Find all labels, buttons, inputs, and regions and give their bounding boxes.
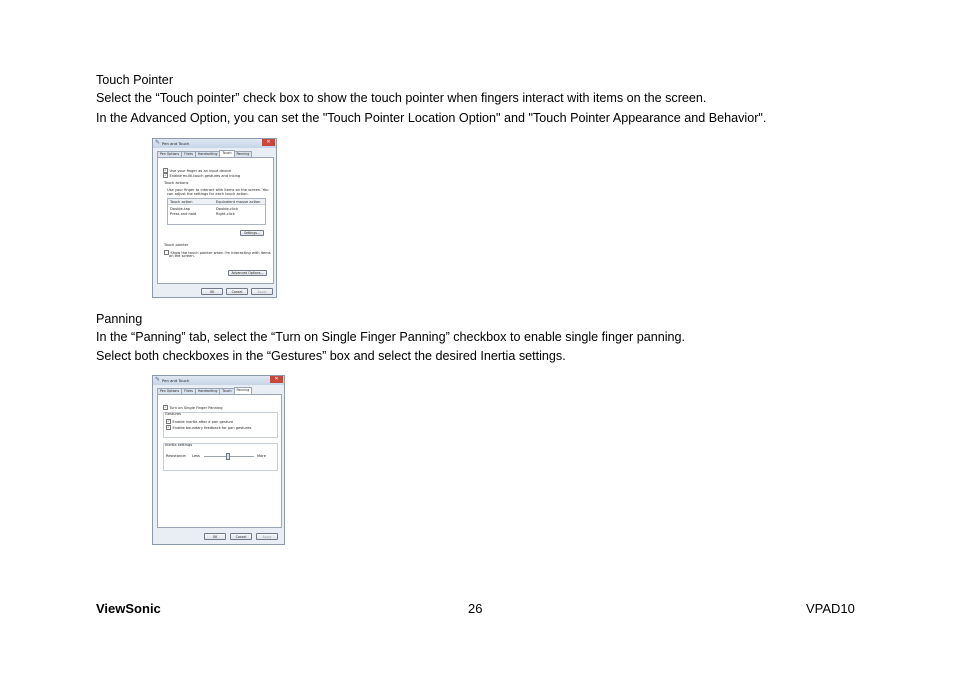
touch-actions-description-2: can adjust the settings for each touch action. xyxy=(167,192,249,196)
gestures-label: Gestures xyxy=(165,412,182,416)
panning-tab-dialog-screenshot xyxy=(152,375,285,545)
cancel-button: Cancel xyxy=(226,288,248,295)
apply-button: Apply xyxy=(256,533,278,540)
gesture-boundary-row: ✓ Enable boundary feedback for pan gestures xyxy=(167,425,252,430)
dialog-titlebar xyxy=(153,376,284,385)
touch-pointer-text-2: In the Advanced Option, you can set the "Touch Pointer Location Option" and "Touch Pointer Appearance and Behavior". xyxy=(96,111,767,125)
table-header-action: Touch action xyxy=(170,200,193,204)
pen-icon: ✎ xyxy=(155,376,161,383)
touch-tab-panel xyxy=(157,157,274,284)
checkbox-checked: ✓ xyxy=(164,168,167,172)
checkbox-checked: ✓ xyxy=(167,419,170,423)
section-heading-touch-pointer: Touch Pointer xyxy=(96,73,174,87)
footer-model: VPAD10 xyxy=(806,601,855,616)
tab-touch: Touch xyxy=(219,150,234,157)
touch-pointer-check-text-2: on the screen. xyxy=(169,254,195,258)
touch-pointer-group-label: Touch pointer xyxy=(164,243,189,247)
checkbox-checked: ✓ xyxy=(164,173,167,177)
resistance-label: Resistance: xyxy=(166,454,187,458)
touch-actions-table xyxy=(167,198,266,225)
panning-tab-panel xyxy=(157,394,282,528)
table-row-doubleclick: Double-click xyxy=(216,207,239,211)
multitouch-check-row: ✓ Enable multi-touch gestures and inking xyxy=(164,173,241,178)
panning-text-1: In the “Panning” tab, select the “Turn on Single Finger Panning” checkbox to enable single finger panning. xyxy=(96,330,686,344)
table-row-doubletap: Double-tap xyxy=(170,207,190,211)
tab-panning: Panning xyxy=(234,151,253,157)
tab-pen-options: Pen Options xyxy=(157,388,182,394)
tab-handwriting: Handwriting xyxy=(195,151,220,157)
cancel-button: Cancel xyxy=(230,533,252,540)
checkbox-checked: ✓ xyxy=(164,405,167,409)
resistance-more-label: More xyxy=(257,454,266,458)
touch-pointer-text-1: Select the “Touch pointer” check box to show the touch pointer when fingers interact with items on the screen. xyxy=(96,91,707,105)
dialog-title: Pen and Touch xyxy=(162,141,190,146)
gesture-inertia-row: ✓ Enable inertia after a pan gesture xyxy=(167,419,234,424)
touch-tab-dialog-screenshot xyxy=(152,138,277,298)
finger-input-check-row: ✓ Use your finger as an input device xyxy=(164,168,232,173)
tab-flicks: Flicks xyxy=(181,388,196,394)
tab-handwriting: Handwriting xyxy=(195,388,220,394)
single-finger-panning-row: ✓ Turn on Single Finger Panning xyxy=(164,405,223,410)
footer-brand: ViewSonic xyxy=(96,601,161,616)
tab-panning: Panning xyxy=(234,387,253,394)
ok-button: OK xyxy=(201,288,223,295)
dialog-title: Pen and Touch xyxy=(162,378,190,383)
table-row-press-hold: Press and hold xyxy=(170,212,197,216)
pen-icon: ✎ xyxy=(155,139,161,146)
tab-pen-options: Pen Options xyxy=(157,151,182,157)
section-heading-panning: Panning xyxy=(96,312,143,326)
panning-text-2: Select both checkboxes in the “Gestures” box and select the desired Inertia settings. xyxy=(96,349,566,363)
table-header-mouse: Equivalent mouse action xyxy=(216,200,261,204)
close-icon: ✕ xyxy=(262,139,275,146)
checkbox-checked: ✓ xyxy=(167,425,170,429)
advanced-options-button: Advanced Options... xyxy=(228,270,267,276)
footer-page-number: 26 xyxy=(468,601,483,616)
touch-pointer-check-row: Show the touch pointer when I'm interacting with items xyxy=(164,250,271,255)
touch-actions-description-1: Use your finger to interact with items on the screen. You xyxy=(167,188,269,192)
resistance-slider-thumb xyxy=(226,453,230,460)
tab-touch: Touch xyxy=(219,388,234,394)
settings-button: Settings... xyxy=(240,230,264,236)
apply-button: Apply xyxy=(251,288,273,295)
ok-button: OK xyxy=(204,533,226,540)
inertia-settings-label: Inertia settings xyxy=(165,443,193,447)
tab-flicks: Flicks xyxy=(181,151,196,157)
dialog-titlebar xyxy=(153,139,276,148)
touch-actions-label: Touch actions xyxy=(164,181,189,185)
resistance-less-label: Less xyxy=(192,454,200,458)
table-row-rightclick: Right-click xyxy=(216,212,235,216)
close-icon: ✕ xyxy=(270,376,283,383)
